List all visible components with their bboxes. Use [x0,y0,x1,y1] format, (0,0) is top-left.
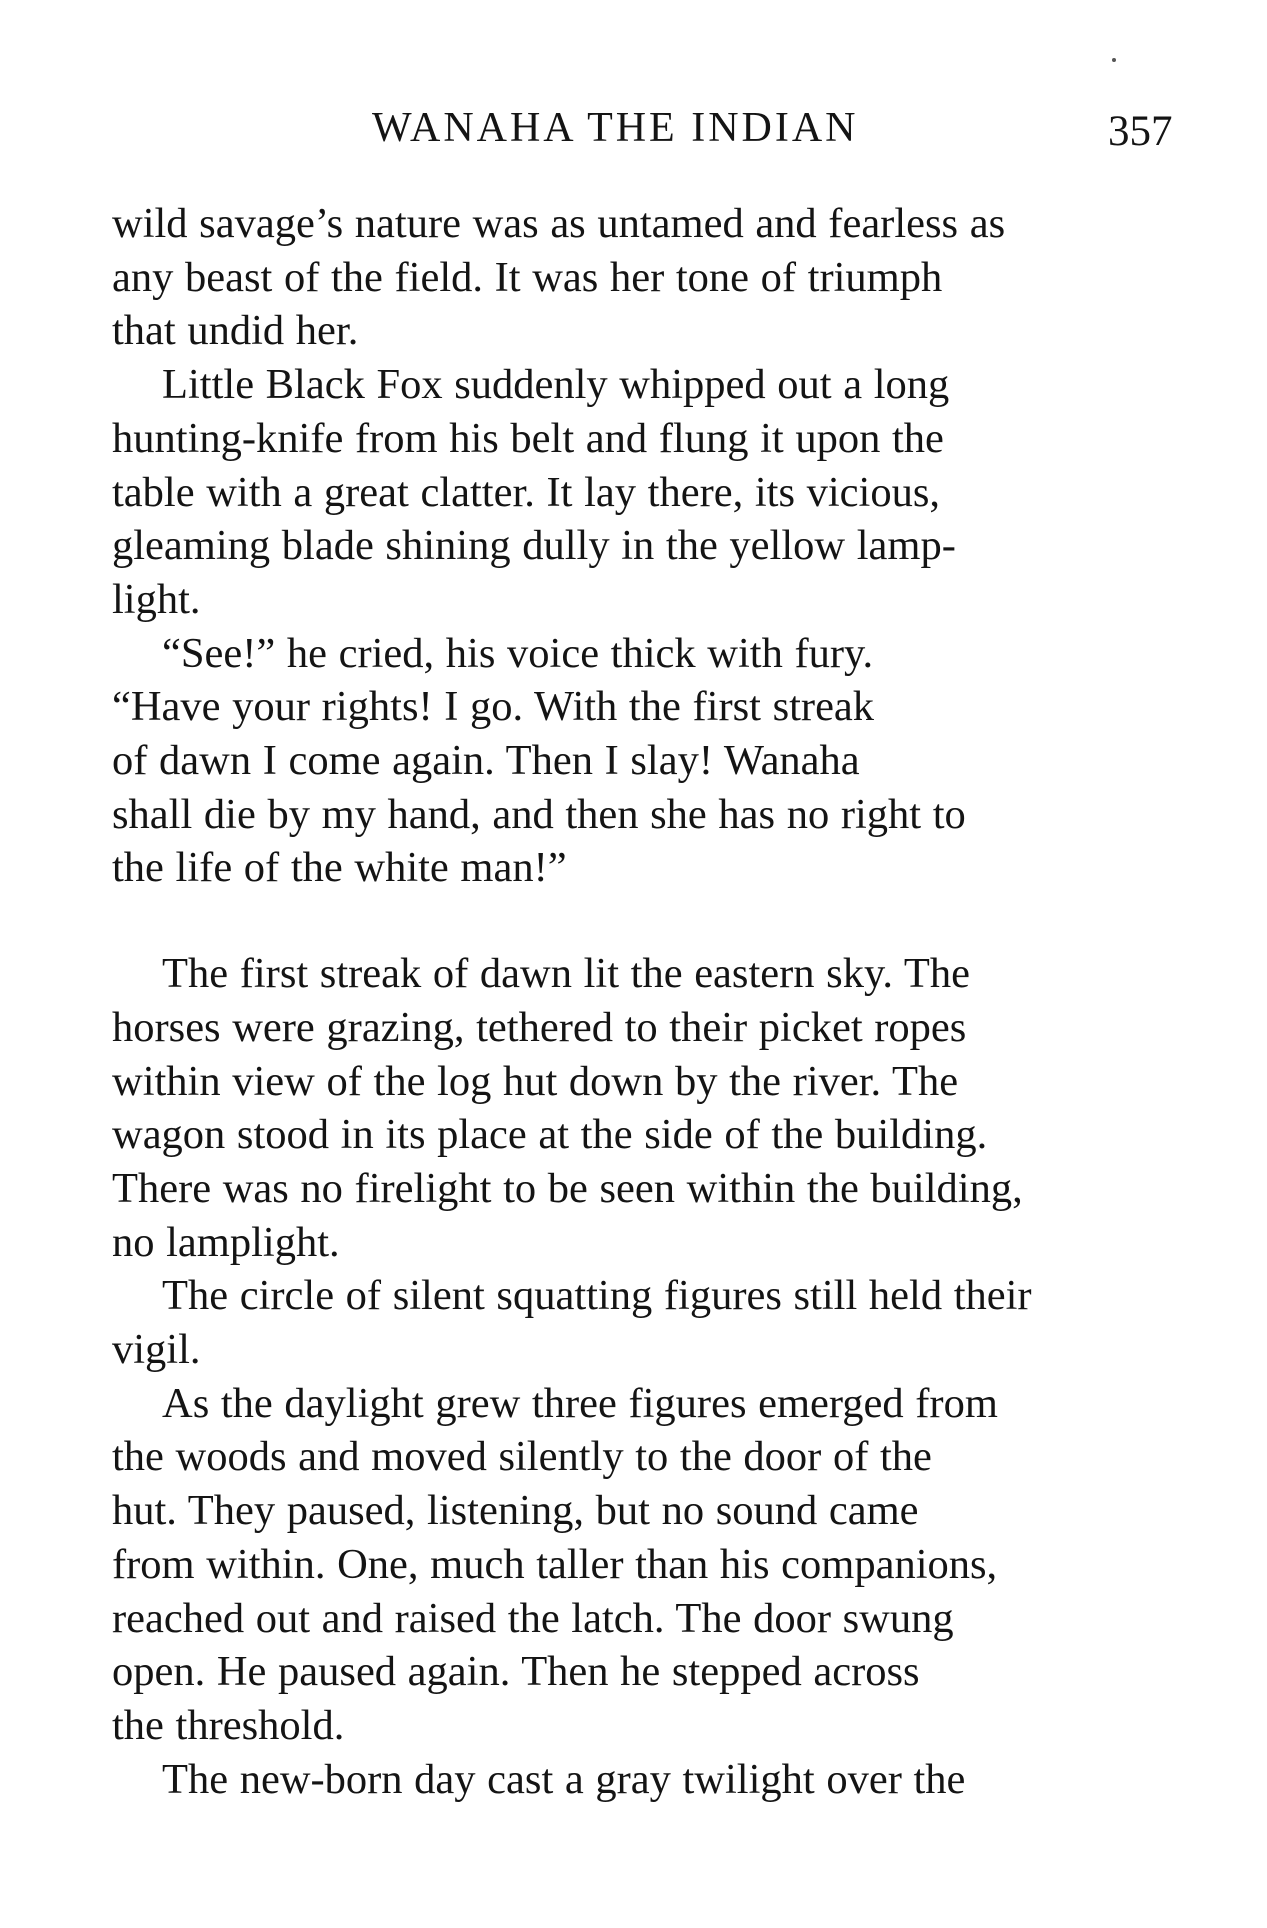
paragraph: The new-born day cast a gray twilight over the [162,1755,966,1803]
section-break [112,895,1173,947]
page-number: 357 [1108,108,1173,155]
running-title: WANAHA THE INDIAN [372,105,859,151]
scan-speck [1112,58,1116,62]
paragraph: “See!” he cried, his voice thick with fury. “Have your rights! I go. With the first streak of dawn I come again. Then I slay! Wanaha shall die by my hand, and then she has no right to the life of the white man!” [112,629,966,892]
body-text [112,197,1173,1806]
paragraph: As the daylight grew three figures emerged from the woods and moved silently to the door of the hut. They paused, listening, but no sound came from within. One, much taller than his companions, reached out and raised the latch. The door swung open. He paused again. Then he stepped across the threshold. [112,1379,998,1749]
paragraph-continued: wild savage’s nature was as untamed and fearless as any beast of the field. It was her tone of triumph that undid her. [112,200,1006,355]
paragraph: The circle of silent squatting figures still held their vigil. [112,1272,1032,1374]
running-header [0,98,1267,158]
paragraph: Little Black Fox suddenly whipped out a long hunting-knife from his belt and flung it upon the table with a great clatter. It lay there, its vicious, gleaming blade shining dully in the yellow lamp- light. [112,361,956,623]
paragraph: The first streak of dawn lit the eastern sky. The horses were grazing, tethered to their picket ropes within view of the log hut down by the river. The wagon stood in its place at the side of the building. There was no firelight to be seen within the building, no lamplight. [112,950,1023,1266]
